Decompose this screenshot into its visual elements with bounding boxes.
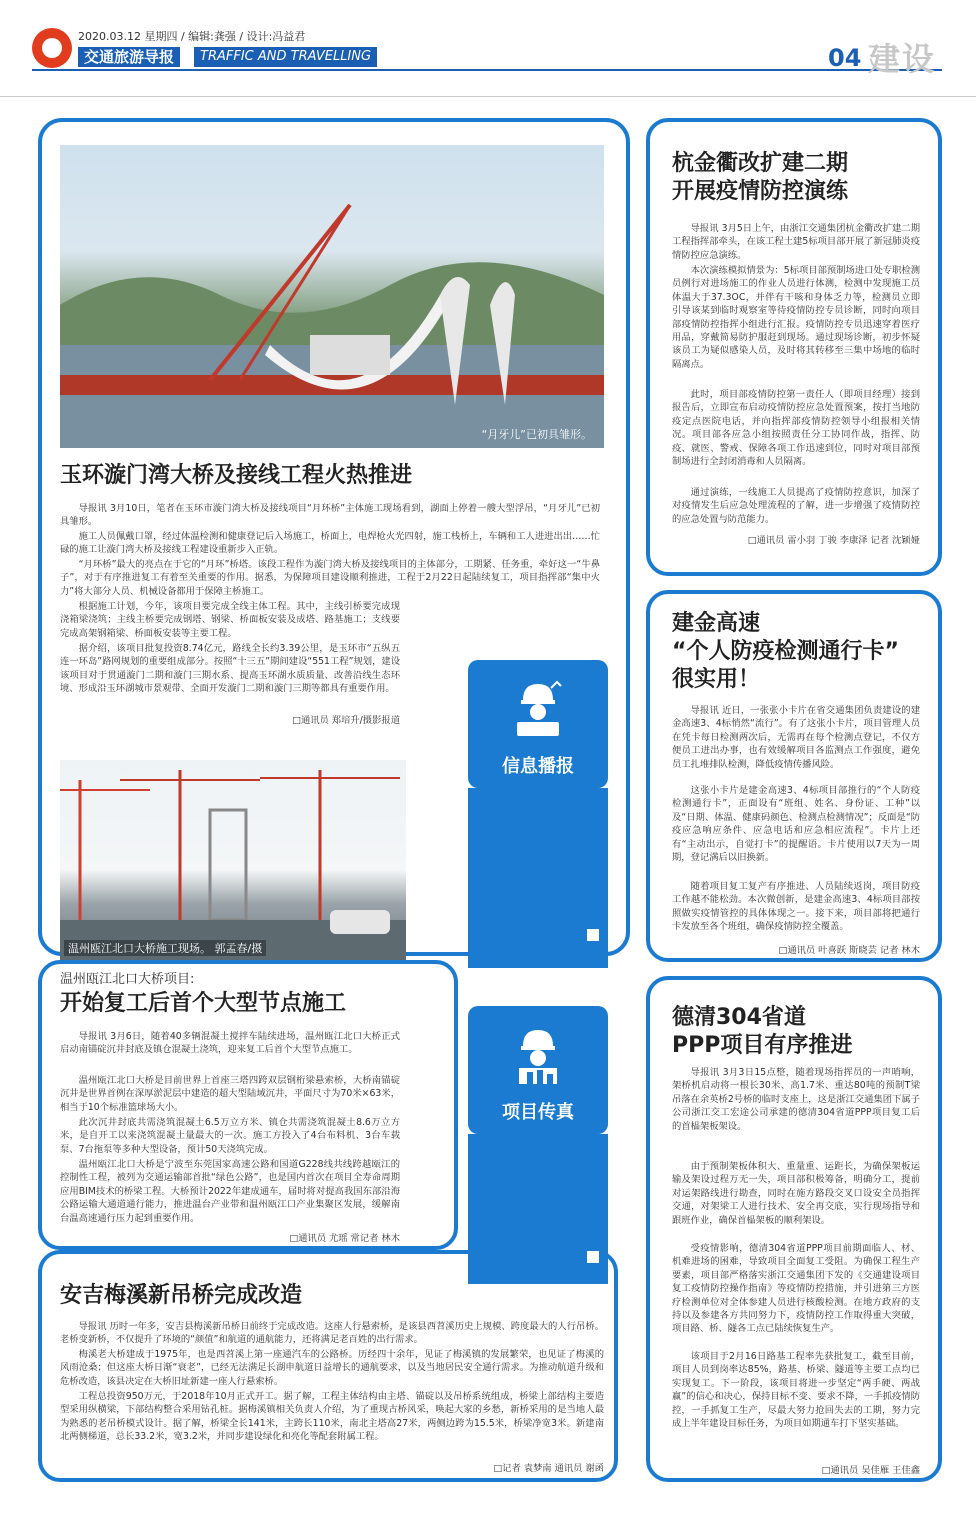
article-paragraph: 由于预制架板体积大、重量重、运距长，为确保架板运输及架设过程万无一失，项目部积极筹备，明确分工，提前对运架路线进行勘查，同时在施方路段交叉口设安全员指挥交通，对架梁工人进行技术、安全再交底，实行现场指导和跟班作业，确保首榀架板的顺利架设。 [672, 1161, 920, 1226]
tab-label: 项目传真 [502, 1102, 574, 1123]
article-paragraph: “月环桥”最大的亮点在于它的“月环”桥塔。该段工程作为漩门湾大桥及接线项目的主体部分，工期紧、任务重，牵好这一“牛鼻子”，对于有序推进复工有着至关重要的作用。据悉，为保障项目建设顺利推进，工程于2月22日起陆续复工，项目指挥部“集中火力”将大部分人员、机械设备都用于保障主桥施工。 [60, 559, 600, 597]
article-paragraph: 这张小卡片是建金高速3、4标项目部推行的“个人防疫检测通行卡”，正面设有“班组、姓名、身份证、工种”以及“日期、体温、健康码颜色、检测点检测情况”；反面是“防疫应急响应条件、应急电话和应急相应流程”。卡片上还有“主动出示，自觉打卡”的提醒语。卡片使用以7天为一周期，登记满后以旧换新。 [672, 785, 920, 864]
title-line: PPP项目有序推进 [672, 1033, 853, 1058]
photo-caption: “月牙儿”已初具雏形。 [481, 428, 592, 441]
article-paragraph: 据介绍，该项目批复投资8.74亿元，路线全长约3.39公里，是玉环市“五纵五连一环岛”路网规划的重要组成部分。按照“十三五”期间建设“551工程”规划，建设该项目对于贯通漩门二期和漩门三期水系、提高玉环湖水质质量、改善沿线生态环境、形成沿玉环湖城市景观带、全面开发漩门二期和漩门三期等都具有重要作用。 [60, 643, 400, 695]
article-paragraph: 导报讯 3月5日上午，由浙江交通集团杭金衢改扩建二期工程指挥部牵头，在该工程土建5标项目部开展了新冠肺炎疫情防控应急演练。 [672, 223, 920, 261]
date-line: 2020.03.12 星期四 / 编辑:龚强 / 设计:冯益君 [78, 30, 306, 43]
square-marker [586, 1250, 600, 1264]
article-paragraph: 梅溪老大桥建成于1975年，也是西苕溪上第一座通汽车的公路桥。历经四十余年，见证了梅溪镇的发展繁荣，也见证了梅溪的风雨沧桑；但这座大桥日渐“衰老”，已经无法满足长湖申航道日益增长的通航要求，以及当地居民安全通行需求。为推动航道升级和危桥改造，该县决定在大桥旧址新建一座人行悬索桥。 [60, 1349, 604, 1387]
article-credit: □通讯员 吴佳雁 王佳鑫 [821, 1465, 920, 1476]
header-divider [0, 96, 976, 97]
article-title [672, 150, 932, 206]
title-line: 开展疫情防控演练 [672, 179, 849, 204]
crane-arch-illustration [60, 145, 604, 448]
title-line: 很实用！ [672, 667, 761, 692]
tower-cranes-illustration [60, 760, 406, 960]
article-paragraph: 本次演练模拟情景为：5标项目部预制场进口处专职检测员例行对进场施工的作业人员进行体测，检测中发现施工员体温大于37.3OC，并伴有干咳和身体乏力等，检测员立即引导该某到临时观察室等待疫情防控专员诊断，同时向项目部疫情防控指挥小组进行汇报。疫情防控专员迅速穿着医疗用品，穿戴简易防护服赶到现场。通过现场诊断，初步怀疑该员工为疑似感染人员，及时将其转移至三集中场地的临时隔离点。 [672, 265, 920, 370]
header-rule [32, 69, 942, 71]
title-line: 德清304省道 [672, 1005, 806, 1030]
article-paragraph: 导报讯 历时一年多，安吉县梅溪新吊桥日前终于完成改造。这座人行悬索桥，是该县西苕溪历史上规模、跨度最大的人行吊桥。老桥变新桥，不仅提升了环境的“颜值”和航道的通航能力，还将满足老百姓的出行需求。 [60, 1321, 604, 1346]
bridge-construction-photo [60, 145, 604, 448]
article-paragraph: 温州瓯江北口大桥是目前世界上首座三塔四跨双层钢桁梁悬索桥，大桥南锚碇沉井是世界首例在深厚淤泥层中建造的超大型陆域沉井，平面尺寸为70米×63米，相当于10个标准篮球场大小。 [60, 1075, 400, 1113]
article-title: 开始复工后首个大型节点施工 [60, 991, 347, 1016]
article-paragraph: 受疫情影响，德清304省道PPP项目前期面临人、材、机难进场的困难，导致项目全面复工受阻。为确保工程生产要素，项目部严格落实浙江交通集团下发的《交通建设项目复工疫情防控操作指南》等疫情防控措施，并引进第三方医疗检测单位对全体参建人员进行核酸检测。在地方政府的支持以及参建各方共同努力下，疫情防控工作取得重大突破，项目路、桥、隧各工点已陆续恢复生产。 [672, 1243, 920, 1335]
article-credit: □记者 袁梦南 通讯员 谢函 [493, 1463, 604, 1474]
title-line: 杭金衢改扩建二期 [672, 151, 849, 176]
article-paragraph: 此时，项目部疫情防控第一责任人（即项目经理）接到报告后，立即宣布启动疫情防控应急处置预案，按打当地防疫定点医院电话，并向指挥部疫情防控领导小组报相关情况。项目部各应急小组按照责任分工协同作战，指挥、防疫、就医、警戒、保障各项工作迅速到位，同时对项目部预制场进行全封闭消毒和人员隔离。 [672, 389, 920, 468]
article-title: 玉环漩门湾大桥及接线工程火热推进 [60, 463, 413, 488]
article-paragraph: 工程总投资950万元，于2018年10月正式开工。据了解，工程主体结构由主塔、锚碇以及吊桥系统组成，桥梁上部结构主要造型采用纵横梁，下部结构整合采用钻孔桩。据梅溪镇相关负责人介绍，为了重现古桥风采，唤起大家的乡愁，新桥采用的是当地人最为熟悉的老吊桥模式设计。据了解，桥梁全长141米，主跨长110米，南北主塔高27米，两侧边跨为15.5米，桥梁净宽3米。新建南北两侧梯道，总长33.2米，宽3.2米，并同步建设绿化和亮化等配套附属工程。 [60, 1391, 604, 1443]
article-paragraph: 随着项目复工复产有序推进、人员陆续返岗，项目防疫工作越不能松劲。本次微创新，是建金高速3、4标项目部按照做实疫情管控的具体体现之一。接下来，项目部将把通行卡发放至各个班组，确保疫情防控全覆盖。 [672, 881, 920, 933]
tab-strip [468, 788, 608, 968]
article-title [672, 610, 932, 694]
article-paragraph: 通过演练，一线施工人员提高了疫情防控意识，加深了对疫情发生后应急处理流程的了解，进一步增强了疫情防控的应急处置与防范能力。 [672, 487, 920, 525]
article-paragraph: 此次沉井封底共需浇筑混凝土6.5万立方米、镇仓共需浇筑混凝土8.6万立方米，是自开工以来浇筑混凝土量最大的一次。施工方投入了4台布料机、3台车载泵、7台拖泵等多种大型设备，预计50天浇筑完成。 [60, 1117, 400, 1155]
tab-strip [468, 1134, 608, 1284]
engineer-building-icon [511, 1024, 565, 1084]
photo-caption: 温州瓯江北口大桥施工现场。 郭孟春/摄 [64, 940, 266, 956]
article-title [672, 1004, 932, 1060]
title-line: 建金高速 [672, 611, 761, 636]
page-number: 04 [828, 44, 862, 72]
article-paragraph: 导报讯 3月6日，随着40多辆混凝土搅拌车陆续进场，温州瓯江北口大桥正式启动南锚碇沉井封底及镇仓混凝土浇筑，迎来复工后首个大型节点施工。 [60, 1031, 400, 1056]
article-paragraph: 导报讯 3月3日15点整，随着现场指挥员的一声哨响，架桥机启动将一根长30米、高1.7米、重达80吨的预制T梁吊落在余英桥2号桥的临时支座上，这是浙江交通集团下属子公司浙江交工宏途公司承建的德清304省道PPP项目复工后的首榀架板架设。 [672, 1067, 920, 1132]
bridge-site-photo [60, 760, 406, 960]
article-credit: □通讯员 叶喜跃 斯晓芸 记者 林木 [778, 945, 920, 956]
info-broadcast-tab [468, 660, 608, 788]
article-kicker: 温州瓯江北口大桥项目: [60, 972, 195, 987]
article-paragraph: 该项目于2月16日路基工程率先获批复工，截至目前，项目人员到岗率达85%，路基、桥梁、隧道等主要工点均已实现复工。下一阶段，该项目将进一步坚定“两手硬、两战赢”的信心和决心，保持目标不变、要求不降，一手抓疫情防控，一手抓复工生产，尽最大努力抢回失去的工期，努力完成上半年建设目标任务，为项目如期通车打下坚实基础。 [672, 1351, 920, 1430]
article-paragraph: 根据施工计划，今年，该项目要完成全线主体工程。其中，主线引桥要完成现浇箱梁浇筑；主线主桥要完成钢塔、钢梁、桥面板安装及成塔、路基施工；支线要完成高架钢箱梁、桥面板安装等主要工程。 [60, 601, 400, 639]
article-paragraph: 施工人员佩戴口罩，经过体温检测和健康登记后入场施工，桥面上，电焊枪火光四射，施工栈桥上，车辆和工人进进出出……忙碌的施工让漩门湾大桥及接线工程建设重新步入正轨。 [60, 531, 600, 556]
paper-english-name: TRAFFIC AND TRAVELLING [194, 47, 377, 67]
paper-name: 交通旅游导报 [78, 47, 180, 67]
article-paragraph: 温州瓯江北口大桥是宁波至东莞国家高速公路和国道G228线共线跨越瓯江的控制性工程，被列为交通运输部首批“绿色公路”，也是国内首次在项目全寿命周期应用BIM技术的桥梁工程。大桥预计2022年建成通车，届时将对提高我国东部沿海公路运输大通道通行能力，推进温台产业带和温州瓯江口产业集聚区发展，缓解南台温高速通行压力起到重要作用。 [60, 1159, 400, 1224]
article-credit: □通讯员 尤瑶 常记者 林木 [289, 1233, 400, 1244]
article-paragraph: 导报讯 3月10日，笔者在玉环市漩门湾大桥及接线项目“月环桥”主体施工现场看到，湖面上停着一艘大型浮吊，“月牙儿”已初具雏形。 [60, 503, 600, 528]
newspaper-logo-icon [32, 28, 72, 68]
article-credit: □通讯员 雷小羽 丁骏 李康泽 记者 沈颖娅 [747, 535, 920, 546]
section-title: 建设 [868, 40, 937, 78]
engineer-laptop-icon [511, 678, 565, 738]
title-line: “个人防疫检测通行卡” [672, 639, 899, 664]
article-credit: □通讯员 郑培升/摄影报道 [292, 715, 400, 726]
project-fax-tab [468, 1006, 608, 1134]
article-title: 安吉梅溪新吊桥完成改造 [60, 1283, 303, 1308]
square-marker [586, 928, 600, 942]
article-paragraph: 导报讯 近日，一张张小卡片在省交通集团负责建设的建金高速3、4标悄然“流行”。有了这张小卡片，项目管理人员在凭卡每日检测两次后，无需再在每个检测点登记，不仅方便员工进出办事，也有效缓解项目各监测点工作强度，避免员工扎堆排队检测，降低疫情传播风险。 [672, 705, 920, 770]
tab-label: 信息播报 [502, 756, 574, 777]
